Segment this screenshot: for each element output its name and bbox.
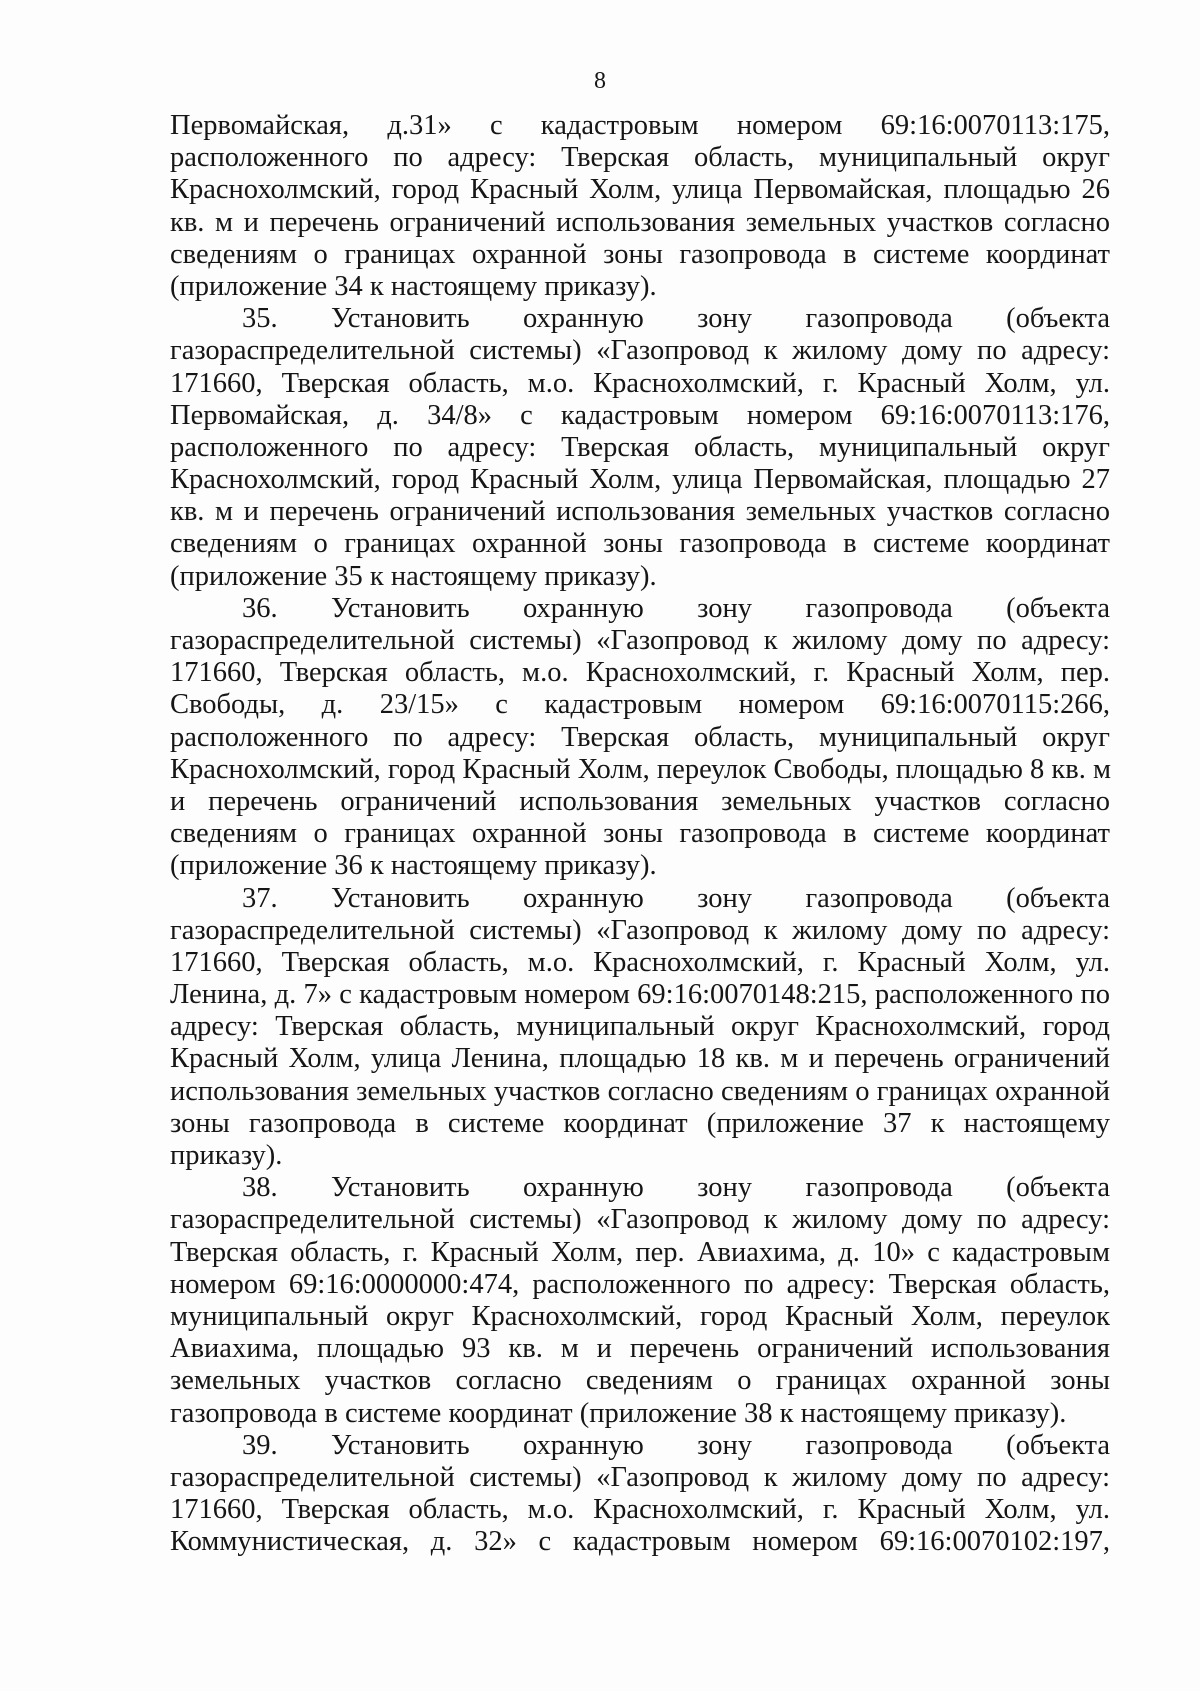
text-line: Авиахима, площадью 93 кв. м и перечень ограничений использования xyxy=(170,1333,1110,1365)
text-line: газораспределительной системы) «Газопровод к жилому дому по адресу: xyxy=(170,335,1110,367)
text-line: расположенного по адресу: Тверская область, муниципальный округ xyxy=(170,431,1110,463)
text-line: Коммунистическая, д. 32» с кадастровым номером 69:16:0070102:197, xyxy=(170,1526,1110,1558)
text-line: 39. Установить охранную зону газопровода (объекта xyxy=(242,1429,1110,1461)
text-line: 171660, Тверская область, м.о. Краснохолмский, г. Красный Холм, ул. xyxy=(170,1494,1110,1526)
text-line: адресу: Тверская область, муниципальный округ Краснохолмский, город xyxy=(170,1011,1110,1043)
text-line: газораспределительной системы) «Газопровод к жилому дому по адресу: xyxy=(170,914,1110,946)
text-line: сведениям о границах охранной зоны газопровода в системе координат xyxy=(170,818,1110,850)
paragraph xyxy=(170,1430,1110,1559)
text-line: кв. м и перечень ограничений использования земельных участков согласно xyxy=(170,206,1110,238)
paragraph xyxy=(170,593,1110,883)
text-line: Краснохолмский, город Красный Холм, улица Первомайская, площадью 26 xyxy=(170,174,1110,206)
text-line: Первомайская, д. 34/8» с кадастровым номером 69:16:0070113:176, xyxy=(170,399,1110,431)
text-line: (приложение 34 к настоящему приказу). xyxy=(170,270,657,302)
text-line: кв. м и перечень ограничений использования земельных участков согласно xyxy=(170,496,1110,528)
text-line: муниципальный округ Краснохолмский, город Красный Холм, переулок xyxy=(170,1300,1110,1332)
text-line: зоны газопровода в системе координат (приложение 37 к настоящему xyxy=(170,1107,1110,1139)
text-line: и перечень ограничений использования земельных участков согласно xyxy=(170,785,1110,817)
text-line: Красный Холм, улица Ленина, площадью 18 кв. м и перечень ограничений xyxy=(170,1043,1110,1075)
text-line: расположенного по адресу: Тверская область, муниципальный округ xyxy=(170,721,1110,753)
text-line: газораспределительной системы) «Газопровод к жилому дому по адресу: xyxy=(170,1204,1110,1236)
text-line: Ленина, д. 7» с кадастровым номером 69:16:0070148:215, расположенного по xyxy=(170,979,1110,1011)
page-number: 8 xyxy=(594,68,606,94)
document-body xyxy=(170,110,1110,1558)
text-line: 171660, Тверская область, м.о. Краснохолмский, г. Красный Холм, ул. xyxy=(170,946,1110,978)
text-line: газораспределительной системы) «Газопровод к жилому дому по адресу: xyxy=(170,625,1110,656)
text-line: сведениям о границах охранной зоны газопровода в системе координат xyxy=(170,238,1110,270)
text-line: земельных участков согласно сведениям о границах охранной зоны xyxy=(170,1365,1110,1397)
text-line: 171660, Тверская область, м.о. Краснохолмский, г. Красный Холм, ул. xyxy=(170,367,1110,399)
text-line: 36. Установить охранную зону газопровода (объекта xyxy=(242,592,1110,624)
paragraph xyxy=(170,883,1110,1173)
text-line: Краснохолмский, город Красный Холм, улица Первомайская, площадью 27 xyxy=(170,464,1110,496)
text-line: 38. Установить охранную зону газопровода (объекта xyxy=(242,1172,1110,1204)
paragraph xyxy=(170,110,1110,303)
text-line: Краснохолмский, город Красный Холм, переулок Свободы, площадью 8 кв. м xyxy=(170,753,1112,785)
text-line: расположенного по адресу: Тверская область, муниципальный округ xyxy=(170,142,1110,174)
text-line: 35. Установить охранную зону газопровода (объекта xyxy=(242,303,1110,335)
text-line: Первомайская, д.31» с кадастровым номером 69:16:0070113:175, xyxy=(170,110,1110,141)
paragraph xyxy=(170,303,1110,593)
text-line: 171660, Тверская область, м.о. Краснохолмский, г. Красный Холм, пер. xyxy=(170,657,1110,689)
text-line: 37. Установить охранную зону газопровода (объекта xyxy=(242,882,1110,914)
text-line: газораспределительной системы) «Газопровод к жилому дому по адресу: xyxy=(170,1461,1110,1493)
text-line: газопровода в системе координат (приложение 38 к настоящему приказу). xyxy=(170,1397,1067,1429)
text-line: Свободы, д. 23/15» с кадастровым номером 69:16:0070115:266, xyxy=(170,689,1110,721)
text-line: приказу). xyxy=(170,1140,283,1171)
text-line: Тверская область, г. Красный Холм, пер. Авиахима, д. 10» с кадастровым xyxy=(170,1236,1110,1268)
text-line: номером 69:16:0000000:474, расположенного по адресу: Тверская область, xyxy=(170,1268,1110,1300)
text-line: (приложение 35 к настоящему приказу). xyxy=(170,560,657,592)
paragraph xyxy=(170,1172,1110,1430)
text-line: использования земельных участков согласно сведениям о границах охранной xyxy=(170,1075,1110,1107)
text-line: сведениям о границах охранной зоны газопровода в системе координат xyxy=(170,528,1110,560)
text-line: (приложение 36 к настоящему приказу). xyxy=(170,850,657,882)
